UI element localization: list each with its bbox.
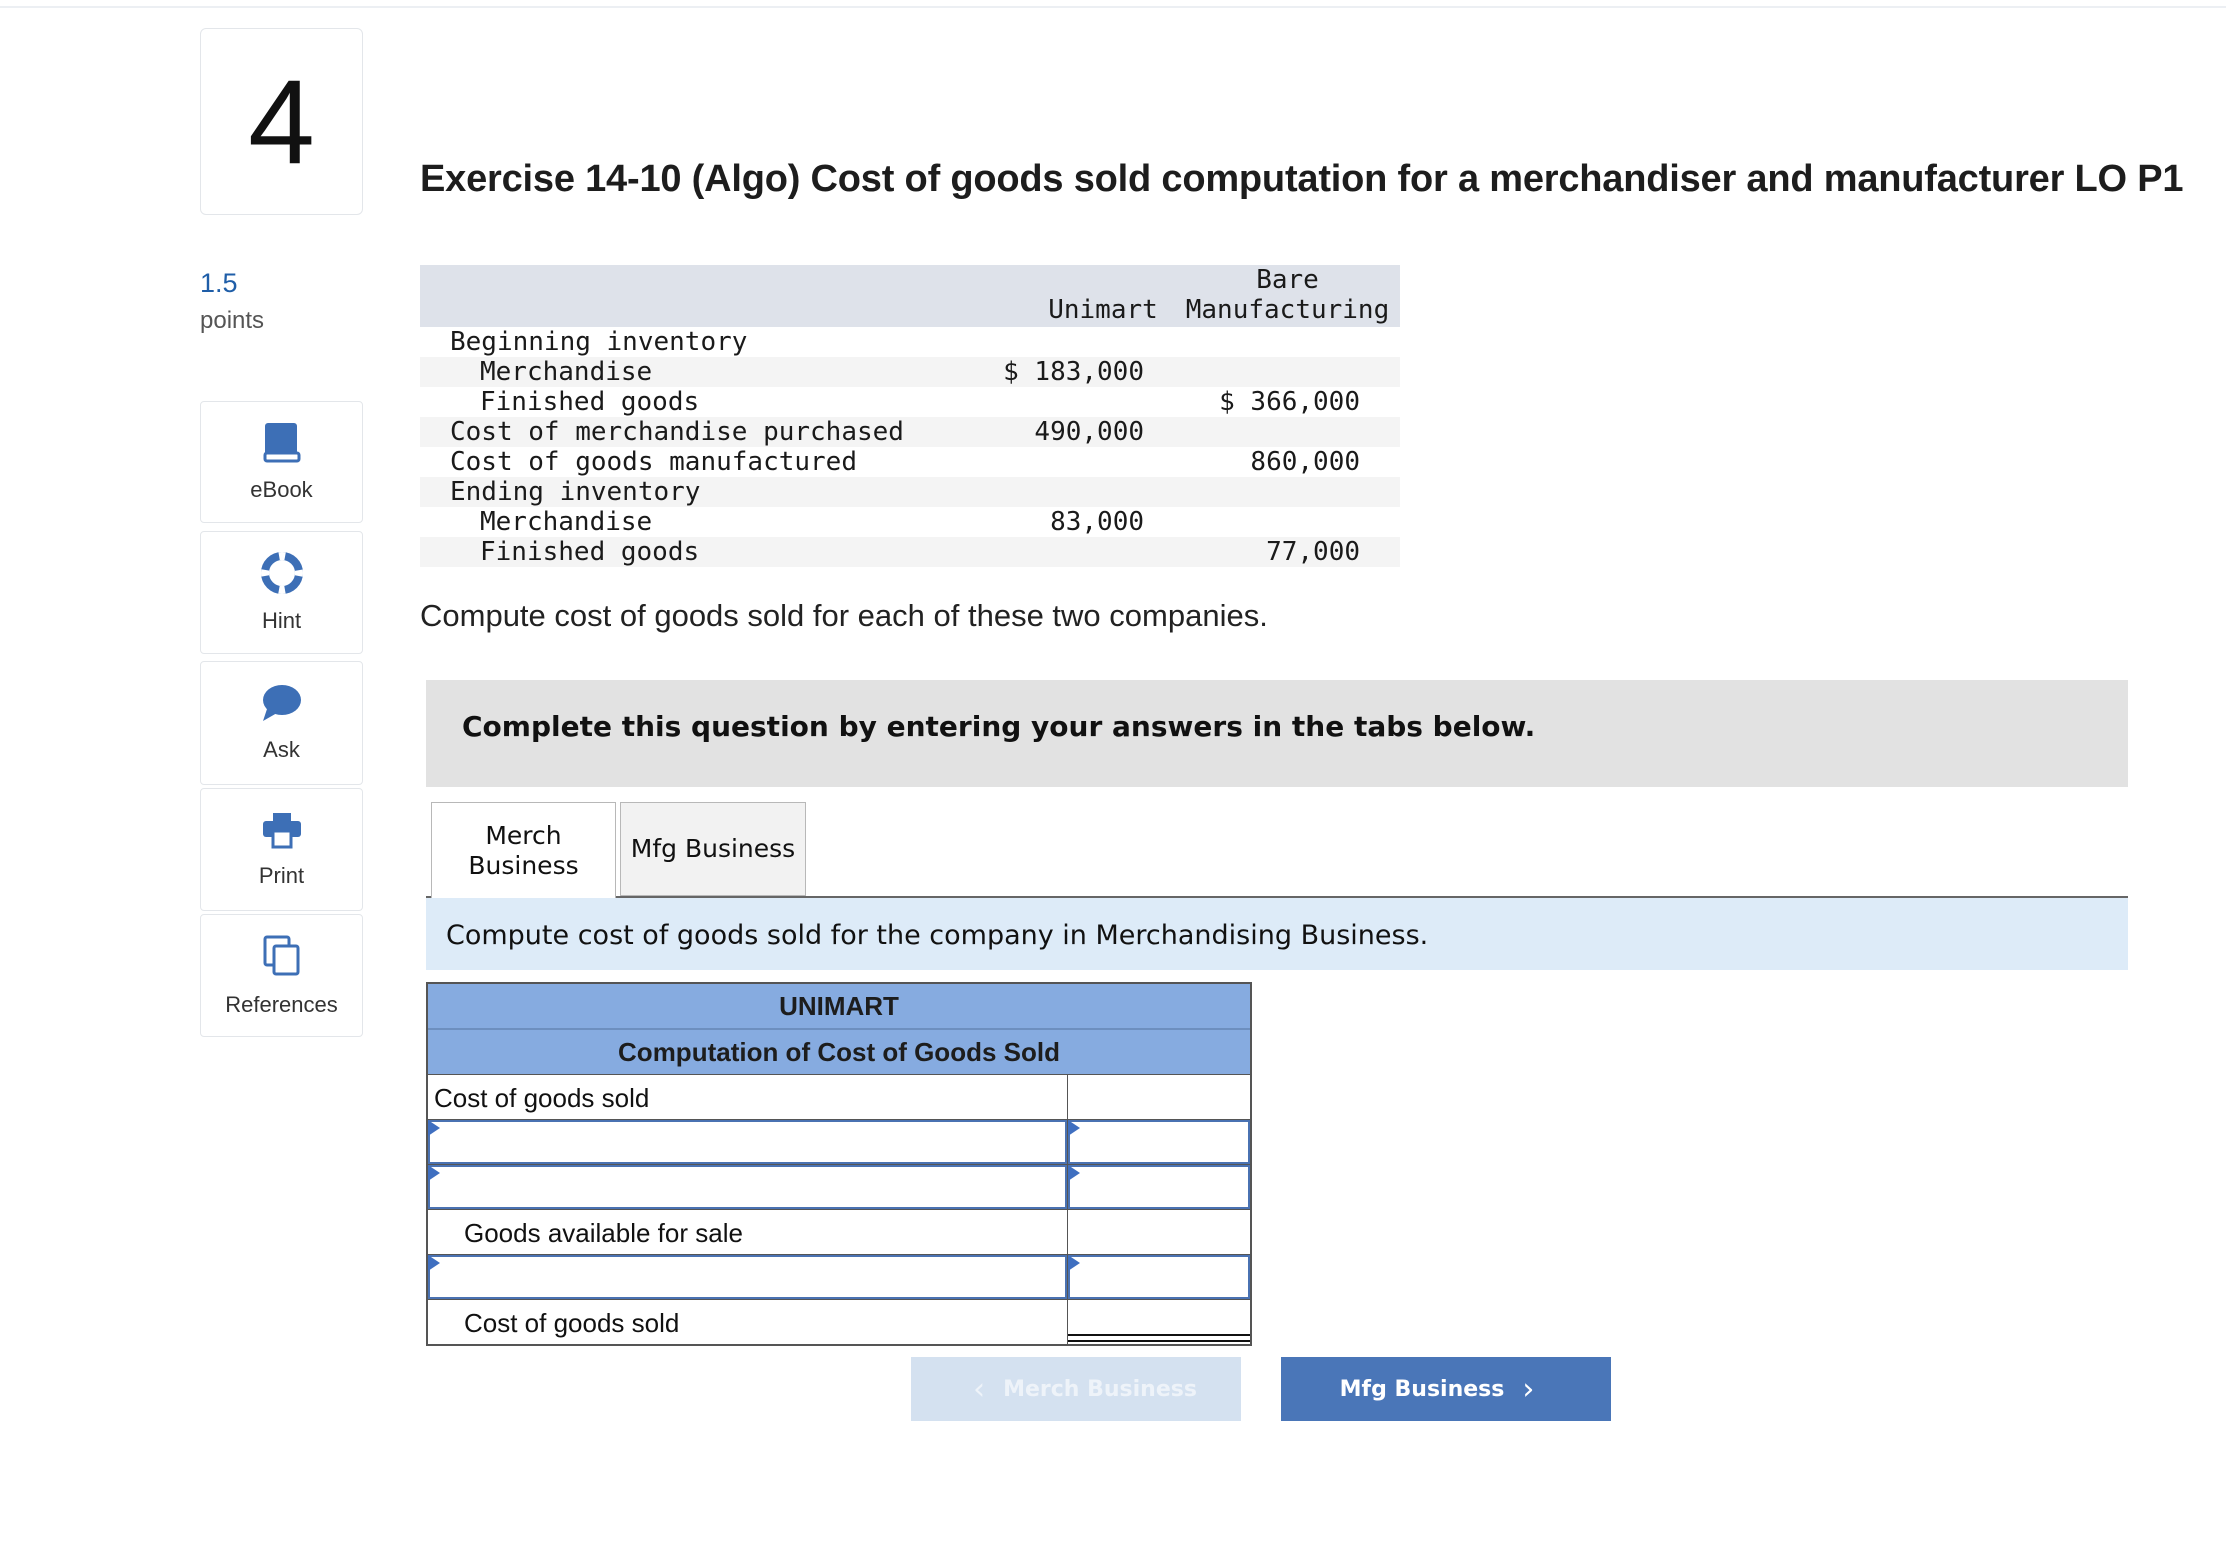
given-value-unimart: 83,000 [1050,507,1144,537]
ask-label: Ask [263,737,300,762]
given-row-label: Ending inventory [450,477,701,507]
hint-button[interactable] [200,531,363,654]
given-row [420,537,1400,567]
references-button[interactable] [200,914,363,1037]
tab-merch-line2: Business [468,850,579,880]
tab-mfg-label: Mfg Business [630,834,796,863]
given-row-label: Beginning inventory [450,327,748,357]
given-row-label: Finished goods [480,387,700,417]
copy-pages-icon [262,934,302,978]
points-block [200,268,264,335]
banner-text: Complete this question by entering your answers in the tabs below. [462,710,1536,743]
grid-row [428,1300,1250,1344]
next-tab-label: Mfg Business [1339,1376,1505,1402]
given-row [420,447,1400,477]
grid-amount-cell [1068,1210,1250,1254]
points-value: 1.5 [200,268,238,298]
grid-row [428,1165,1250,1210]
grid-row-label-cell [428,1210,1068,1254]
instruction-text: Compute cost of goods sold for each of these two companies. [420,598,1268,633]
chevron-right-icon: › [1522,1371,1535,1407]
grid-heading: Computation of Cost of Goods Sold [428,1030,1250,1075]
ebook-button[interactable] [200,401,363,523]
account-select-3[interactable] [428,1255,1067,1299]
prev-tab-button[interactable] [911,1357,1241,1421]
given-data-table [420,265,1400,567]
given-row [420,507,1400,537]
double-underline [1068,1334,1250,1342]
print-button[interactable] [200,788,363,911]
speech-bubble-icon [261,683,303,723]
references-label: References [225,991,338,1017]
grid-row [428,1210,1250,1255]
hint-label: Hint [261,607,302,633]
grid-amount-cell [1068,1120,1250,1164]
exercise-title: Exercise 14-10 (Algo) Cost of goods sold computation for a merchandiser and manufacturer LO P1 [420,158,2184,200]
ebook-label: eBook [250,477,313,502]
amount-input-3[interactable] [1068,1255,1250,1299]
grid-total-cell[interactable] [1068,1300,1250,1344]
chevron-left-icon: ‹ [973,1371,986,1407]
given-value-bare: 77,000 [1266,537,1360,567]
account-select-1[interactable] [428,1120,1067,1164]
instruction-banner [426,680,2128,787]
col-header-bare-line1: Bare [1256,265,1319,295]
grid-row [428,1120,1250,1165]
tab-mfg-business[interactable] [620,802,806,896]
row-cogs-label: Cost of goods sold [434,1083,650,1113]
grid-row-label-cell [428,1300,1068,1344]
book-icon [263,421,301,463]
next-tab-button[interactable] [1281,1357,1611,1421]
amount-input-1[interactable] [1068,1120,1250,1164]
top-divider [0,6,2226,8]
grid-row-label-cell [428,1075,1068,1119]
ask-button[interactable] [200,661,363,785]
prev-tab-label: Merch Business [1003,1376,1197,1402]
tab-prompt-text: Compute cost of goods sold for the company in Merchandising Business. [446,920,1429,951]
given-row-label: Cost of goods manufactured [450,447,857,477]
points-label: points [200,307,265,334]
row-gafs-label: Goods available for sale [464,1218,743,1248]
given-row [420,477,1400,507]
given-row [420,417,1400,447]
given-row-label: Merchandise [480,507,653,537]
grid-company: UNIMART [428,984,1250,1030]
given-row-label: Cost of merchandise purchased [450,417,904,447]
tab-prompt [426,898,2128,970]
grid-amount-cell [1068,1075,1250,1119]
col-header-bare-line2: Manufacturing [1185,295,1390,325]
account-select-2[interactable] [428,1165,1067,1209]
given-row-label: Finished goods [480,537,700,567]
answer-grid [426,982,1252,1346]
given-value-unimart: 490,000 [1034,417,1144,447]
grid-amount-cell [1068,1165,1250,1209]
grid-row-label-cell [428,1255,1068,1299]
tab-merch-business[interactable] [431,802,616,898]
grid-row [428,1255,1250,1300]
given-value-bare: 860,000 [1250,447,1360,477]
given-value-bare: $ 366,000 [1219,387,1360,417]
amount-input-2[interactable] [1068,1165,1250,1209]
lifebuoy-icon [261,552,303,594]
given-row [420,387,1400,417]
tab-merch-line1: Merch [485,820,562,850]
printer-icon [261,811,303,849]
row-total-label: Cost of goods sold [464,1308,680,1338]
grid-row-label-cell [428,1165,1068,1209]
grid-amount-cell [1068,1255,1250,1299]
col-header-bare [1175,265,1400,325]
print-label: Print [258,862,305,888]
given-row [420,327,1400,357]
grid-row-label-cell [428,1120,1068,1164]
given-row-label: Merchandise [480,357,653,387]
grid-row [428,1075,1250,1120]
question-number: 4 [200,28,363,215]
given-value-unimart: $ 183,000 [1003,357,1144,387]
col-header-unimart: Unimart [1048,295,1158,325]
given-row [420,357,1400,387]
given-table-header [420,265,1400,327]
